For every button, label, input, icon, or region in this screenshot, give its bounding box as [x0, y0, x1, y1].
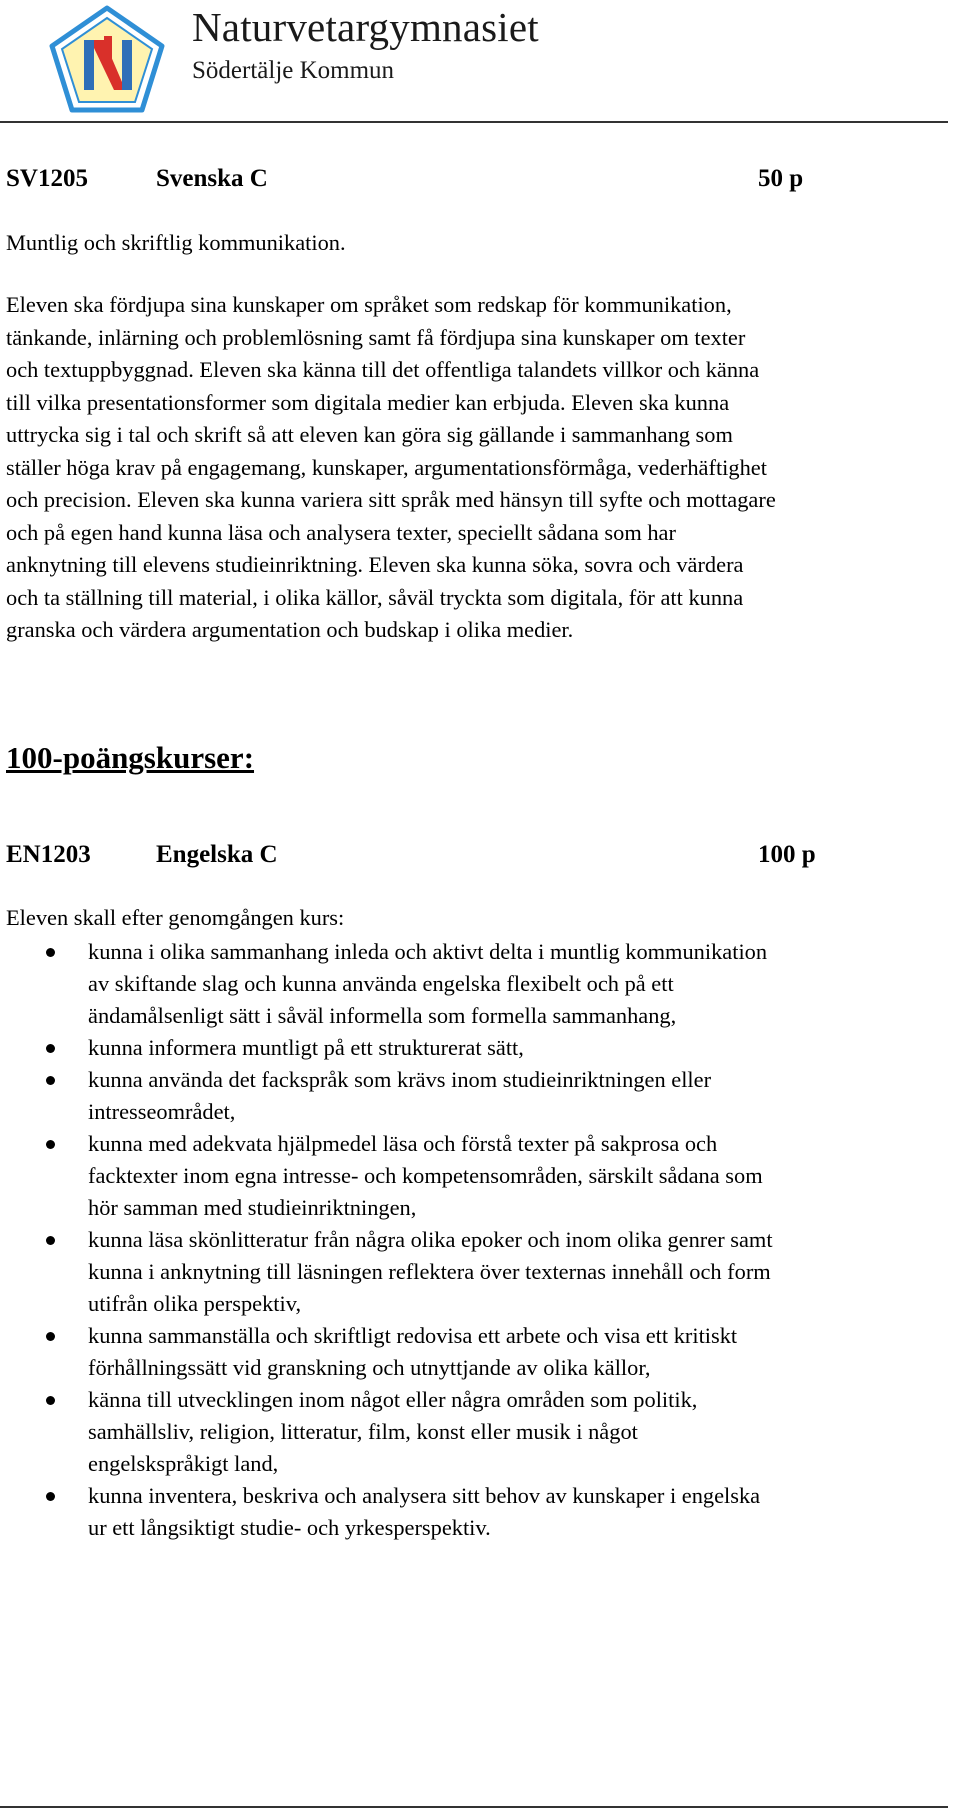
list-item	[0, 1320, 960, 1384]
course-name: Svenska C	[156, 165, 268, 192]
list-item-line: kunna i olika sammanhang inleda och aktivt delta i muntlig kommunikation	[88, 939, 768, 964]
list-item-line: kunna sammanställa och skriftligt redovisa ett arbete och visa ett kritiskt	[88, 1323, 738, 1348]
bullet-icon	[46, 1492, 55, 1501]
footer-divider	[0, 1806, 948, 1808]
course-intro: Eleven skall efter genomgången kurs:	[6, 905, 345, 930]
school-name: Naturvetargymnasiet	[192, 4, 539, 50]
page-header	[0, 0, 960, 124]
list-item	[0, 1032, 960, 1064]
list-item-line: utifrån olika perspektiv,	[88, 1291, 302, 1316]
description-line: ställer höga krav på engagemang, kunskaper, argumentationsförmåga, vederhäftighet	[6, 454, 767, 480]
list-item-line: kunna med adekvata hjälpmedel läsa och förstå texter på sakprosa och	[88, 1131, 718, 1156]
description-line: Eleven ska fördjupa sina kunskaper om språket som redskap för kommunikation,	[6, 292, 732, 317]
list-item-line: kunna i anknytning till läsningen reflektera över texternas innehåll och form	[88, 1259, 771, 1284]
bullet-icon	[46, 1332, 55, 1341]
section-title: 100-poängskurser:	[6, 740, 255, 775]
description-line: tänkande, inlärning och problemlösning samt få fördjupa sina kunskaper om texter	[6, 324, 746, 350]
description-line: granska och värdera argumentation och budskap i olika medier.	[6, 617, 574, 642]
course-code: SV1205	[6, 165, 88, 192]
description-line: uttrycka sig i tal och skrift så att eleven kan göra sig gällande i sammanhang som	[6, 422, 733, 447]
bullet-icon	[46, 1396, 55, 1405]
bullet-icon	[46, 1236, 55, 1245]
course-subtitle: Muntlig och skriftlig kommunikation.	[6, 230, 346, 255]
bullet-icon	[46, 948, 55, 957]
list-item-line: samhällsliv, religion, litteratur, film, konst eller musik i något	[88, 1419, 638, 1444]
description-line: och textuppbyggnad. Eleven ska känna till det offentliga talandets villkor och känna	[6, 357, 760, 382]
description-line: och precision. Eleven ska kunna variera sitt språk med hänsyn till syfte och mottagare	[6, 487, 776, 512]
list-item-line: ändamålsenligt sätt i såväl informella som formella sammanhang,	[88, 1003, 677, 1028]
list-item-line: känna till utvecklingen inom något eller några områden som politik,	[88, 1387, 698, 1412]
course-points: 100 p	[758, 841, 816, 868]
bullet-icon	[46, 1140, 55, 1149]
course-name: Engelska C	[156, 841, 278, 868]
list-item-line: ur ett långsiktigt studie- och yrkesperspektiv.	[88, 1515, 491, 1540]
list-item-line: kunna läsa skönlitteratur från några olika epoker och inom olika genrer samt	[88, 1227, 773, 1252]
list-item-line: facktexter inom egna intresse- och kompetensområden, särskilt sådana som	[88, 1163, 763, 1188]
school-municipality: Södertälje Kommun	[192, 57, 395, 84]
description-line: och på egen hand kunna läsa och analysera texter, speciellt sådana som har	[6, 519, 676, 545]
list-item-line: hör samman med studieinriktningen,	[88, 1195, 417, 1220]
list-item-line: kunna använda det fackspråk som krävs inom studieinriktningen eller	[88, 1067, 712, 1092]
list-item-line: engelskspråkigt land,	[88, 1451, 279, 1476]
list-item-line: förhållningssätt vid granskning och utnyttjande av olika källor,	[88, 1355, 651, 1380]
list-item-line: kunna inventera, beskriva och analysera sitt behov av kunskaper i engelska	[88, 1483, 761, 1508]
list-item	[0, 1384, 960, 1480]
list-item-line: kunna informera muntligt på ett strukturerat sätt,	[88, 1035, 524, 1060]
bullet-icon	[46, 1076, 55, 1085]
course-points: 50 p	[758, 165, 804, 192]
list-item	[0, 1480, 960, 1544]
list-item	[0, 1224, 960, 1320]
objectives-list	[0, 936, 960, 1544]
header-divider	[0, 121, 948, 123]
list-item	[0, 1064, 960, 1128]
course-code: EN1203	[6, 841, 91, 868]
bullet-icon	[46, 1044, 55, 1053]
list-item-line: intresseområdet,	[88, 1099, 236, 1124]
list-item	[0, 936, 960, 1032]
description-line: till vilka presentationsformer som digitala medier kan erbjuda. Eleven ska kunna	[6, 389, 730, 415]
list-item	[0, 1128, 960, 1224]
description-line: anknytning till elevens studieinriktning. Eleven ska kunna söka, sovra och värdera	[6, 552, 744, 577]
school-logo-icon	[46, 2, 168, 114]
course-description	[6, 289, 956, 647]
list-item-line: av skiftande slag och kunna använda engelska flexibelt och på ett	[88, 971, 674, 996]
description-line: och ta ställning till material, i olika källor, såväl tryckta som digitala, för att kunna	[6, 584, 744, 610]
